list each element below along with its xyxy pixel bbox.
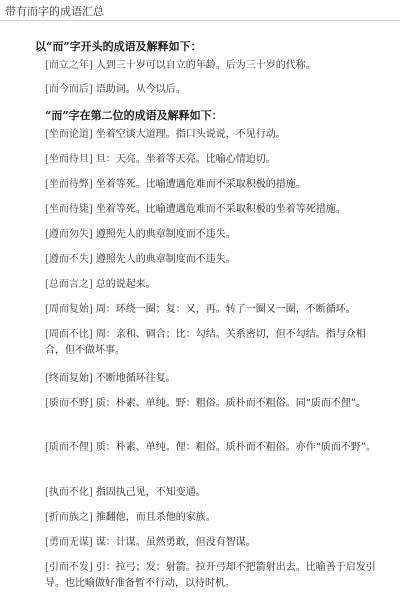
idiom-term: [坐而待旦]: [45, 154, 93, 165]
idiom-entry: [45, 202, 385, 218]
idiom-term: [坐而待毙]: [45, 204, 93, 215]
idiom-definition: 坐着空谈大道理。指口头说说，不见行动。: [95, 129, 286, 140]
idiom-term: [坐而论道]: [45, 129, 93, 140]
idiom-definition: 坐着等死。比喻遭遇危难而不采取积极的坐着等死措施。: [95, 204, 346, 215]
idiom-entry: [45, 327, 385, 359]
idiom-term: [周而复始]: [45, 304, 93, 315]
idiom-definition: 人到三十岁可以自立的年龄。后为三十岁的代称。: [95, 60, 316, 71]
idiom-definition: 总的说起来。: [95, 279, 156, 290]
idiom-entry: [45, 560, 385, 592]
idiom-definition: 语助词。从今以后。: [95, 84, 186, 95]
idiom-entry: [45, 252, 385, 268]
idiom-term: [遵而不失]: [45, 254, 93, 265]
idiom-definition: 周：亲和、调合；比：勾结。关系密切，但不勾结。指与众相合，但不做坏事。: [45, 329, 366, 356]
idiom-definition: 引：拉弓；发：射箭。拉开弓却不把箭射出去。比喻善于启发引导。也比喻做好准备暂不行动，以待时机。: [45, 562, 376, 589]
idiom-entry: [45, 177, 385, 193]
idiom-entry: [45, 510, 385, 526]
idiom-definition: 质：朴素、单纯。野：粗俗。质朴而不粗俗。同“质而不俚”。: [95, 398, 367, 409]
idiom-entry: [45, 277, 385, 293]
idiom-entry: [45, 371, 385, 387]
idiom-definition: 推翻他，而且杀他的家族。: [95, 512, 216, 523]
idiom-term: [而今而后]: [45, 84, 93, 95]
idiom-entry: [45, 440, 385, 456]
idiom-entry: [45, 82, 385, 98]
idiom-term: [质而不俚]: [45, 442, 93, 453]
idiom-entry: [45, 396, 385, 412]
idiom-term: [执而不化]: [45, 487, 93, 498]
idiom-entry: [45, 535, 385, 551]
idiom-term: [总而言之]: [45, 279, 93, 290]
idiom-term: [周而不比]: [45, 329, 93, 340]
title-divider: [0, 20, 400, 21]
idiom-term: [折而族之]: [45, 512, 93, 523]
idiom-entry: [45, 127, 385, 143]
idiom-definition: 旦：天亮。坐着等天亮。比喻心情迫切。: [95, 154, 276, 165]
idiom-entry: [45, 152, 385, 168]
idiom-definition: 谋：计谋。虽然勇敢，但没有智谋。: [95, 537, 256, 548]
idiom-term: [坐而待弊]: [45, 179, 93, 190]
section-heading: 以“而”字开头的成语及解释如下：: [35, 40, 202, 53]
idiom-term: [勇而无谋]: [45, 537, 93, 548]
idiom-definition: 指固执己见，不知变通。: [95, 487, 206, 498]
document-title: 带有而字的成语汇总: [5, 5, 104, 18]
idiom-entry: [45, 485, 385, 501]
idiom-definition: 遵照先人的典章制度而不违失。: [95, 229, 236, 240]
idiom-entry: [45, 58, 385, 74]
idiom-term: [而立之年]: [45, 60, 93, 71]
idiom-definition: 周：环绕一圈；复：又，再。转了一圈又一圈，不断循环。: [95, 304, 356, 315]
idiom-definition: 坐着等死。比喻遭遇危难而不采取积极的措施。: [95, 179, 306, 190]
idiom-term: [质而不野]: [45, 398, 93, 409]
idiom-entry: [45, 227, 385, 243]
section-heading: “而”字在第二位的成语及解释如下：: [45, 109, 223, 122]
idiom-definition: 质：朴素、单纯。俚：粗俗。质朴而不粗俗。亦作“质而不野”。: [95, 442, 377, 453]
idiom-term: [终而复始]: [45, 373, 93, 384]
idiom-definition: 不断地循环往复。: [95, 373, 176, 384]
idiom-entry: [45, 302, 385, 318]
idiom-term: [引而不发]: [45, 562, 93, 573]
idiom-definition: 遵照先人的典章制度而不违失。: [95, 254, 236, 265]
idiom-term: [遵而勿失]: [45, 229, 93, 240]
